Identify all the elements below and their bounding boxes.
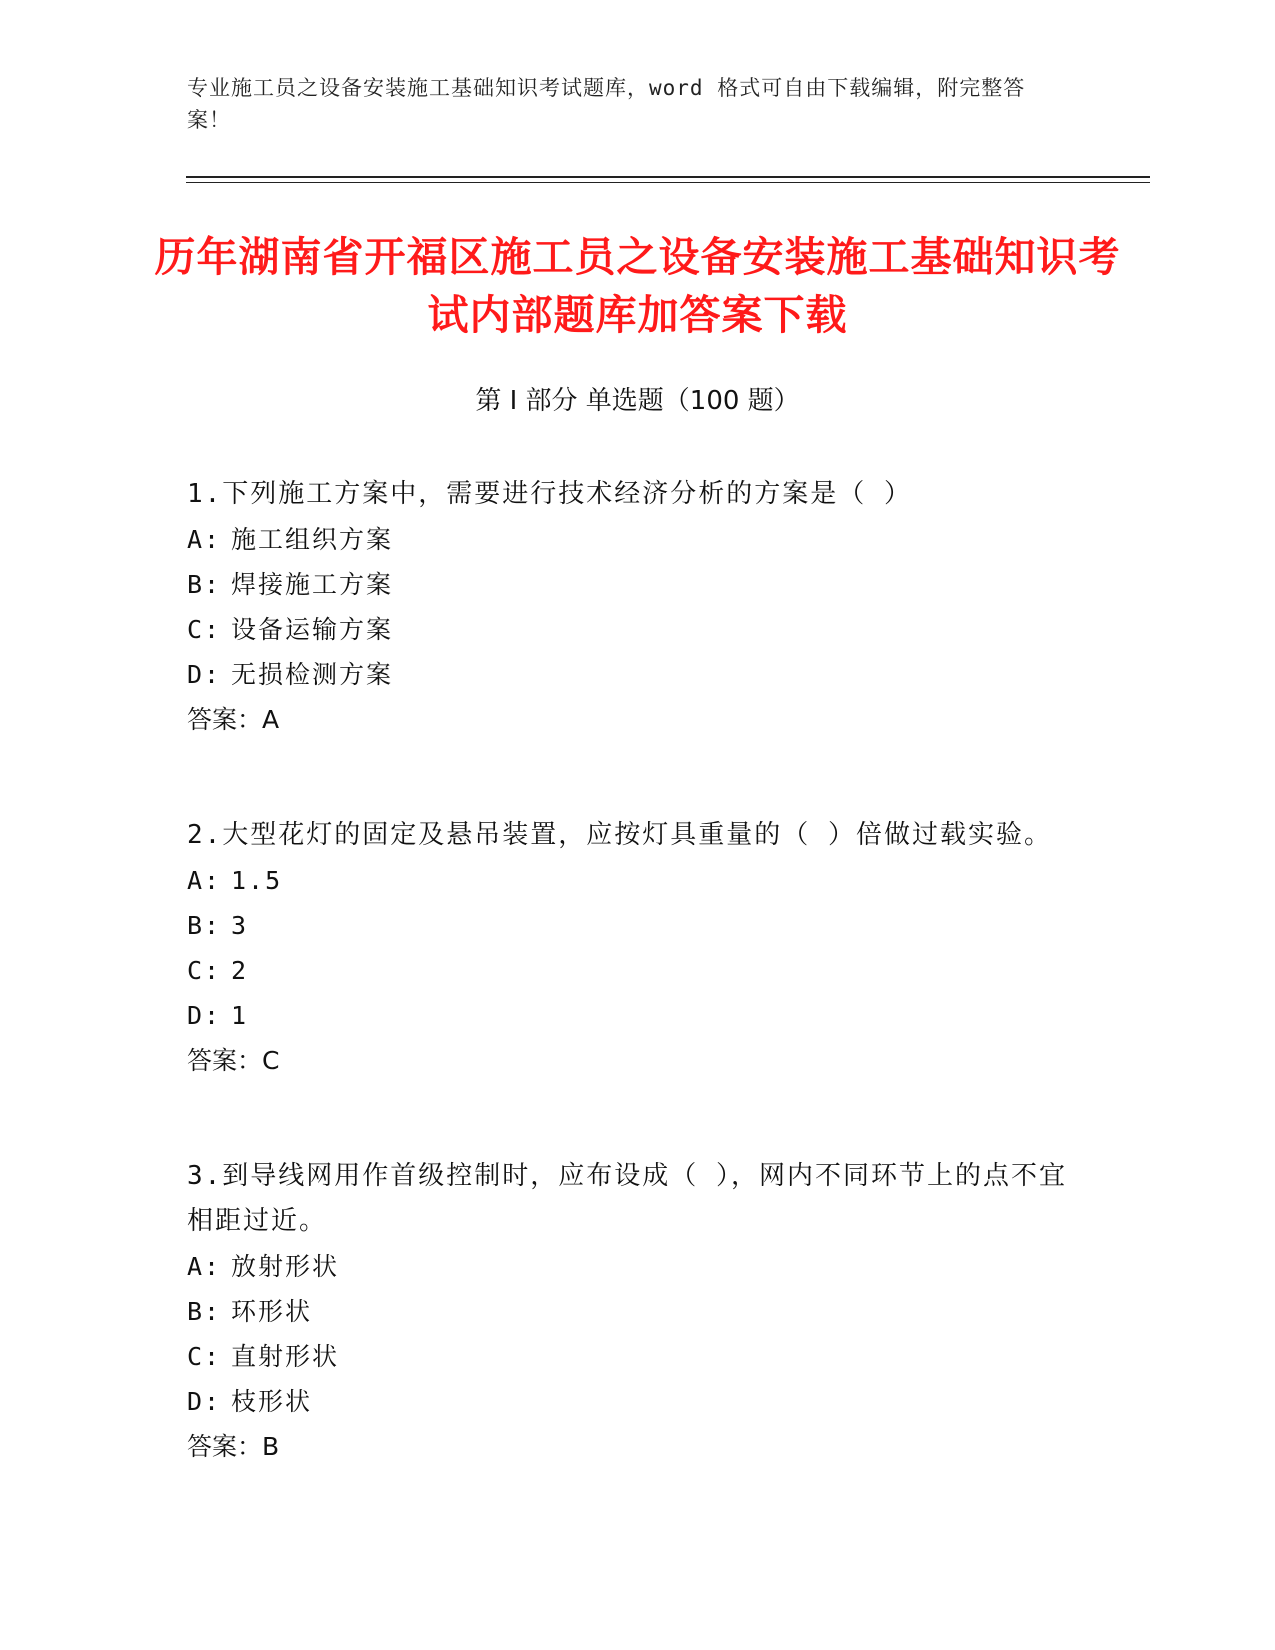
option-d (187, 652, 1067, 697)
answer-line: 答案：C (187, 1046, 280, 1075)
option-a (187, 517, 1067, 562)
option-c (187, 607, 1067, 652)
option-text: 设备运输方案 (231, 615, 394, 644)
option-text: 环形状 (231, 1297, 313, 1326)
option-text: 2 (231, 956, 249, 985)
question-list (187, 472, 1067, 1470)
option-c (187, 948, 1067, 993)
question-3 (187, 1154, 1067, 1470)
question-stem: 2.大型花灯的固定及悬吊装置，应按灯具重量的（ ）倍做过载实验。 (187, 820, 1052, 850)
option-c (187, 1334, 1067, 1379)
question-stem: 1.下列施工方案中，需要进行技术经济分析的方案是（ ） (187, 479, 912, 509)
option-b (187, 562, 1067, 607)
question-spacer (187, 743, 1067, 813)
option-letter: B: (187, 570, 222, 599)
question-1 (187, 472, 1067, 743)
option-letter: B: (187, 911, 222, 940)
section-title: 第 I 部分 单选题（100 题） (475, 386, 800, 416)
option-d (187, 993, 1067, 1038)
option-b (187, 903, 1067, 948)
option-text: 枝形状 (231, 1387, 313, 1416)
header-divider-thin (186, 182, 1150, 183)
option-text: 焊接施工方案 (231, 570, 394, 599)
option-text: 无损检测方案 (231, 660, 394, 689)
option-b (187, 1289, 1067, 1334)
option-letter: A: (187, 525, 222, 554)
option-text: 1 (231, 1001, 249, 1030)
question-2 (187, 813, 1067, 1084)
option-letter: B: (187, 1297, 222, 1326)
option-letter: A: (187, 1252, 222, 1281)
option-text: 3 (231, 911, 249, 940)
question-spacer (187, 1084, 1067, 1154)
option-text: 直射形状 (231, 1342, 340, 1371)
option-a (187, 858, 1067, 903)
option-letter: C: (187, 956, 222, 985)
option-a (187, 1244, 1067, 1289)
option-letter: A: (187, 866, 222, 895)
option-d (187, 1379, 1067, 1424)
option-letter: D: (187, 1387, 222, 1416)
option-letter: D: (187, 1001, 222, 1030)
option-letter: D: (187, 660, 222, 689)
document-title: 历年湖南省开福区施工员之设备安装施工基础知识考试内部题库加答案下载 (154, 233, 1121, 339)
option-text: 放射形状 (231, 1252, 340, 1281)
option-text: 1.5 (231, 866, 283, 895)
option-letter: C: (187, 615, 222, 644)
answer-line: 答案：B (187, 1432, 280, 1461)
option-text: 施工组织方案 (231, 525, 394, 554)
answer-line: 答案：A (187, 705, 280, 734)
header-divider-thick (186, 176, 1150, 178)
header-note: 专业施工员之设备安装施工基础知识考试题库，word 格式可自由下载编辑，附完整答案！ (187, 76, 1026, 132)
option-letter: C: (187, 1342, 222, 1371)
question-stem: 3.到导线网用作首级控制时，应布设成（ ），网内不同环节上的点不宜相距过近。 (187, 1161, 1067, 1236)
